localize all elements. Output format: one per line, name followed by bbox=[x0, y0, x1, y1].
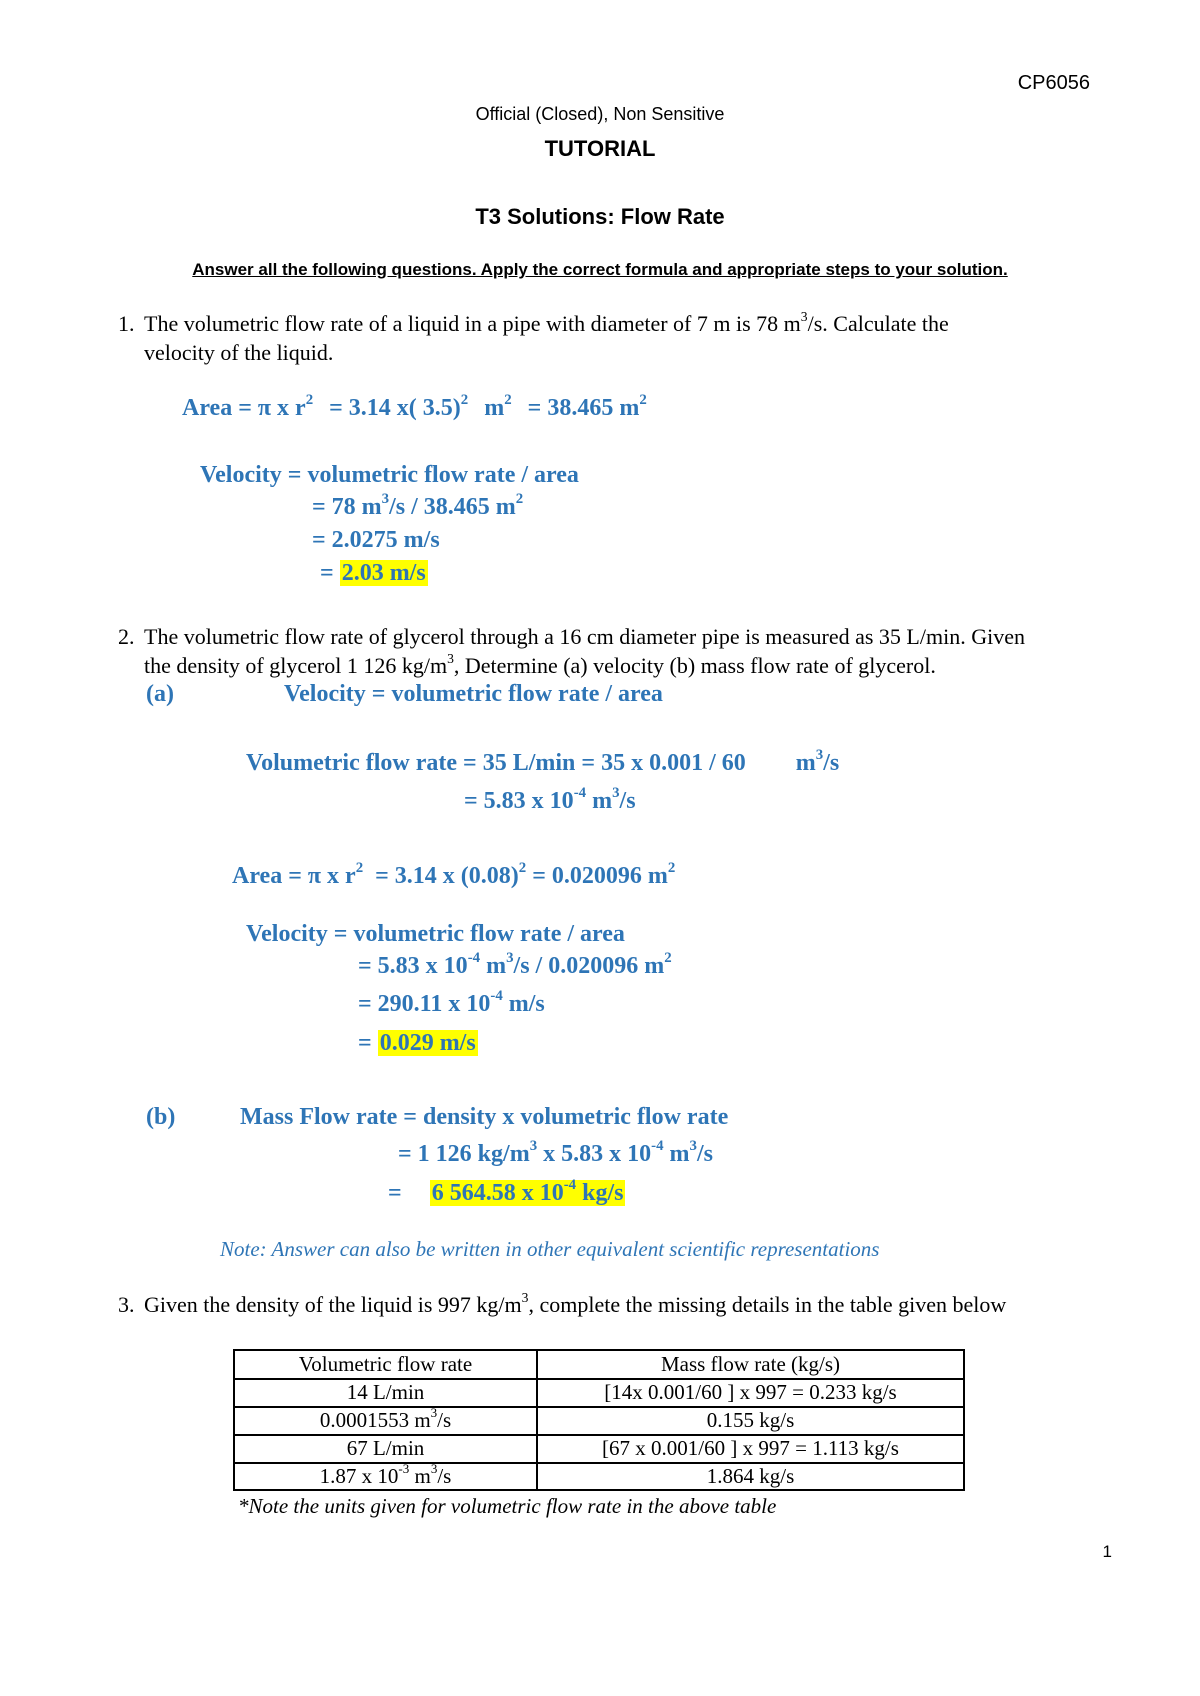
q2-area-formula: Area = π x $r^2 = 3.14$ x $(0.08)^2 = 0.020096$ $m^2$ bbox=[232, 859, 676, 889]
q1-velocity-line1: = 78 $m^3/s / 38.465$ $m^2$ bbox=[312, 490, 524, 520]
q1-velocity-line3: = 2.03 m/s bbox=[320, 560, 426, 586]
q2-vfr-line2: = 5.83 x $10^{-4}$ $m^3/s$ bbox=[464, 784, 636, 814]
q3-text: Given the density of the liquid is 997 $kg/m^3$, complete the missing details in the table given below bbox=[144, 1289, 1007, 1317]
q2-part-a-formula: Velocity = volumetric flow rate / area bbox=[284, 681, 663, 707]
q1-answer-highlight: 2.03 m/s bbox=[341, 560, 426, 586]
q2-mfr-line1: = 1 126 $kg/m^3$ x 5.83 x $10^{-4}$ $m^3/s$ bbox=[398, 1137, 713, 1167]
q1-number: 1. bbox=[118, 311, 135, 336]
q2b-answer-highlight: 6 564.58 x $10^{-4}$ kg/s bbox=[431, 1176, 624, 1206]
q2-part-b-label: (b) bbox=[146, 1104, 176, 1130]
table-cell-vfr-2: 0.0001553 $m^3/s$ bbox=[319, 1405, 452, 1432]
q2-part-a-label: (a) bbox=[146, 681, 174, 707]
course-code: CP6056 bbox=[1017, 72, 1090, 94]
q2-text-line2: the density of glycerol 1 126 $kg/m^3$, Determine (a) velocity (b) mass flow rate of glycerol. bbox=[144, 650, 936, 678]
table-cell-vfr-3: 67 L/min bbox=[346, 1436, 425, 1460]
page-title: T3 Solutions: Flow Rate bbox=[475, 204, 725, 229]
q2-velocity-line1: = 5.83 x $10^{-4}$ $m^3/s / 0.020096$ $m^2$ bbox=[358, 949, 672, 979]
q2-text-line1: The volumetric flow rate of glycerol through a 16 cm diameter pipe is measured as 35 L/min. Given bbox=[144, 624, 1025, 649]
q1-area-formula: Area = π x $r^2 = 3.14$ x( 3.5)$^2$ $m^2 = 38.465$ $m^2$ bbox=[182, 391, 647, 421]
q1-text-line2: velocity of the liquid. bbox=[144, 340, 334, 365]
document-type: TUTORIAL bbox=[544, 136, 656, 161]
page-number: 1 bbox=[1102, 1542, 1112, 1561]
table-cell-vfr-4: 1.87 x $10^{-3}$ $m^3/s$ bbox=[319, 1461, 452, 1488]
q2-mfr-line2: = 6 564.58 x $10^{-4}$ kg/s bbox=[388, 1176, 624, 1206]
table-cell-mfr-4: 1.864 kg/s bbox=[706, 1464, 795, 1488]
q1-text-line1: The volumetric flow rate of a liquid in a pipe with diameter of 7 m is 78 $m^3/s$. Calculate the bbox=[144, 308, 949, 336]
instructions: Answer all the following questions. Apply the correct formula and appropriate steps to your solution. bbox=[192, 260, 1008, 279]
q1-velocity-line2: = 2.0275 m/s bbox=[312, 527, 440, 553]
q2-part-b-formula: Mass Flow rate = density x volumetric flow rate bbox=[240, 1104, 729, 1130]
q2-vfr-line1: Volumetric flow rate = 35 L/min = 35 x 0.001 / 60 $m^3/s$ bbox=[246, 746, 840, 776]
table-note: *Note the units given for volumetric flow rate in the above table bbox=[238, 1494, 777, 1518]
q2-note: Note: Answer can also be written in other equivalent scientific representations bbox=[220, 1237, 880, 1261]
classification-label: Official (Closed), Non Sensitive bbox=[475, 104, 725, 124]
q2-velocity-formula: Velocity = volumetric flow rate / area bbox=[246, 921, 625, 947]
q2-number: 2. bbox=[118, 624, 135, 649]
q2-velocity-line3: = 0.029 m/s bbox=[358, 1030, 476, 1056]
table-cell-vfr-1: 14 L/min bbox=[346, 1380, 425, 1404]
table-header-vfr: Volumetric flow rate bbox=[298, 1352, 473, 1376]
q1-velocity-formula: Velocity = volumetric flow rate / area bbox=[200, 462, 579, 488]
table-cell-mfr-2: 0.155 kg/s bbox=[706, 1408, 795, 1432]
q2-velocity-line2: = 290.11 x $10^{-4}$ m/s bbox=[358, 987, 545, 1017]
q3-number: 3. bbox=[118, 1292, 135, 1317]
flow-rate-table bbox=[233, 1349, 965, 1491]
table-cell-mfr-1: [14x 0.001/60 ] x 997 = 0.233 kg/s bbox=[604, 1380, 897, 1404]
table-cell-mfr-3: [67 x 0.001/60 ] x 997 = 1.113 kg/s bbox=[602, 1436, 899, 1460]
q2a-answer-highlight: 0.029 m/s bbox=[379, 1030, 476, 1056]
table-header-mfr: Mass flow rate (kg/s) bbox=[660, 1352, 841, 1376]
